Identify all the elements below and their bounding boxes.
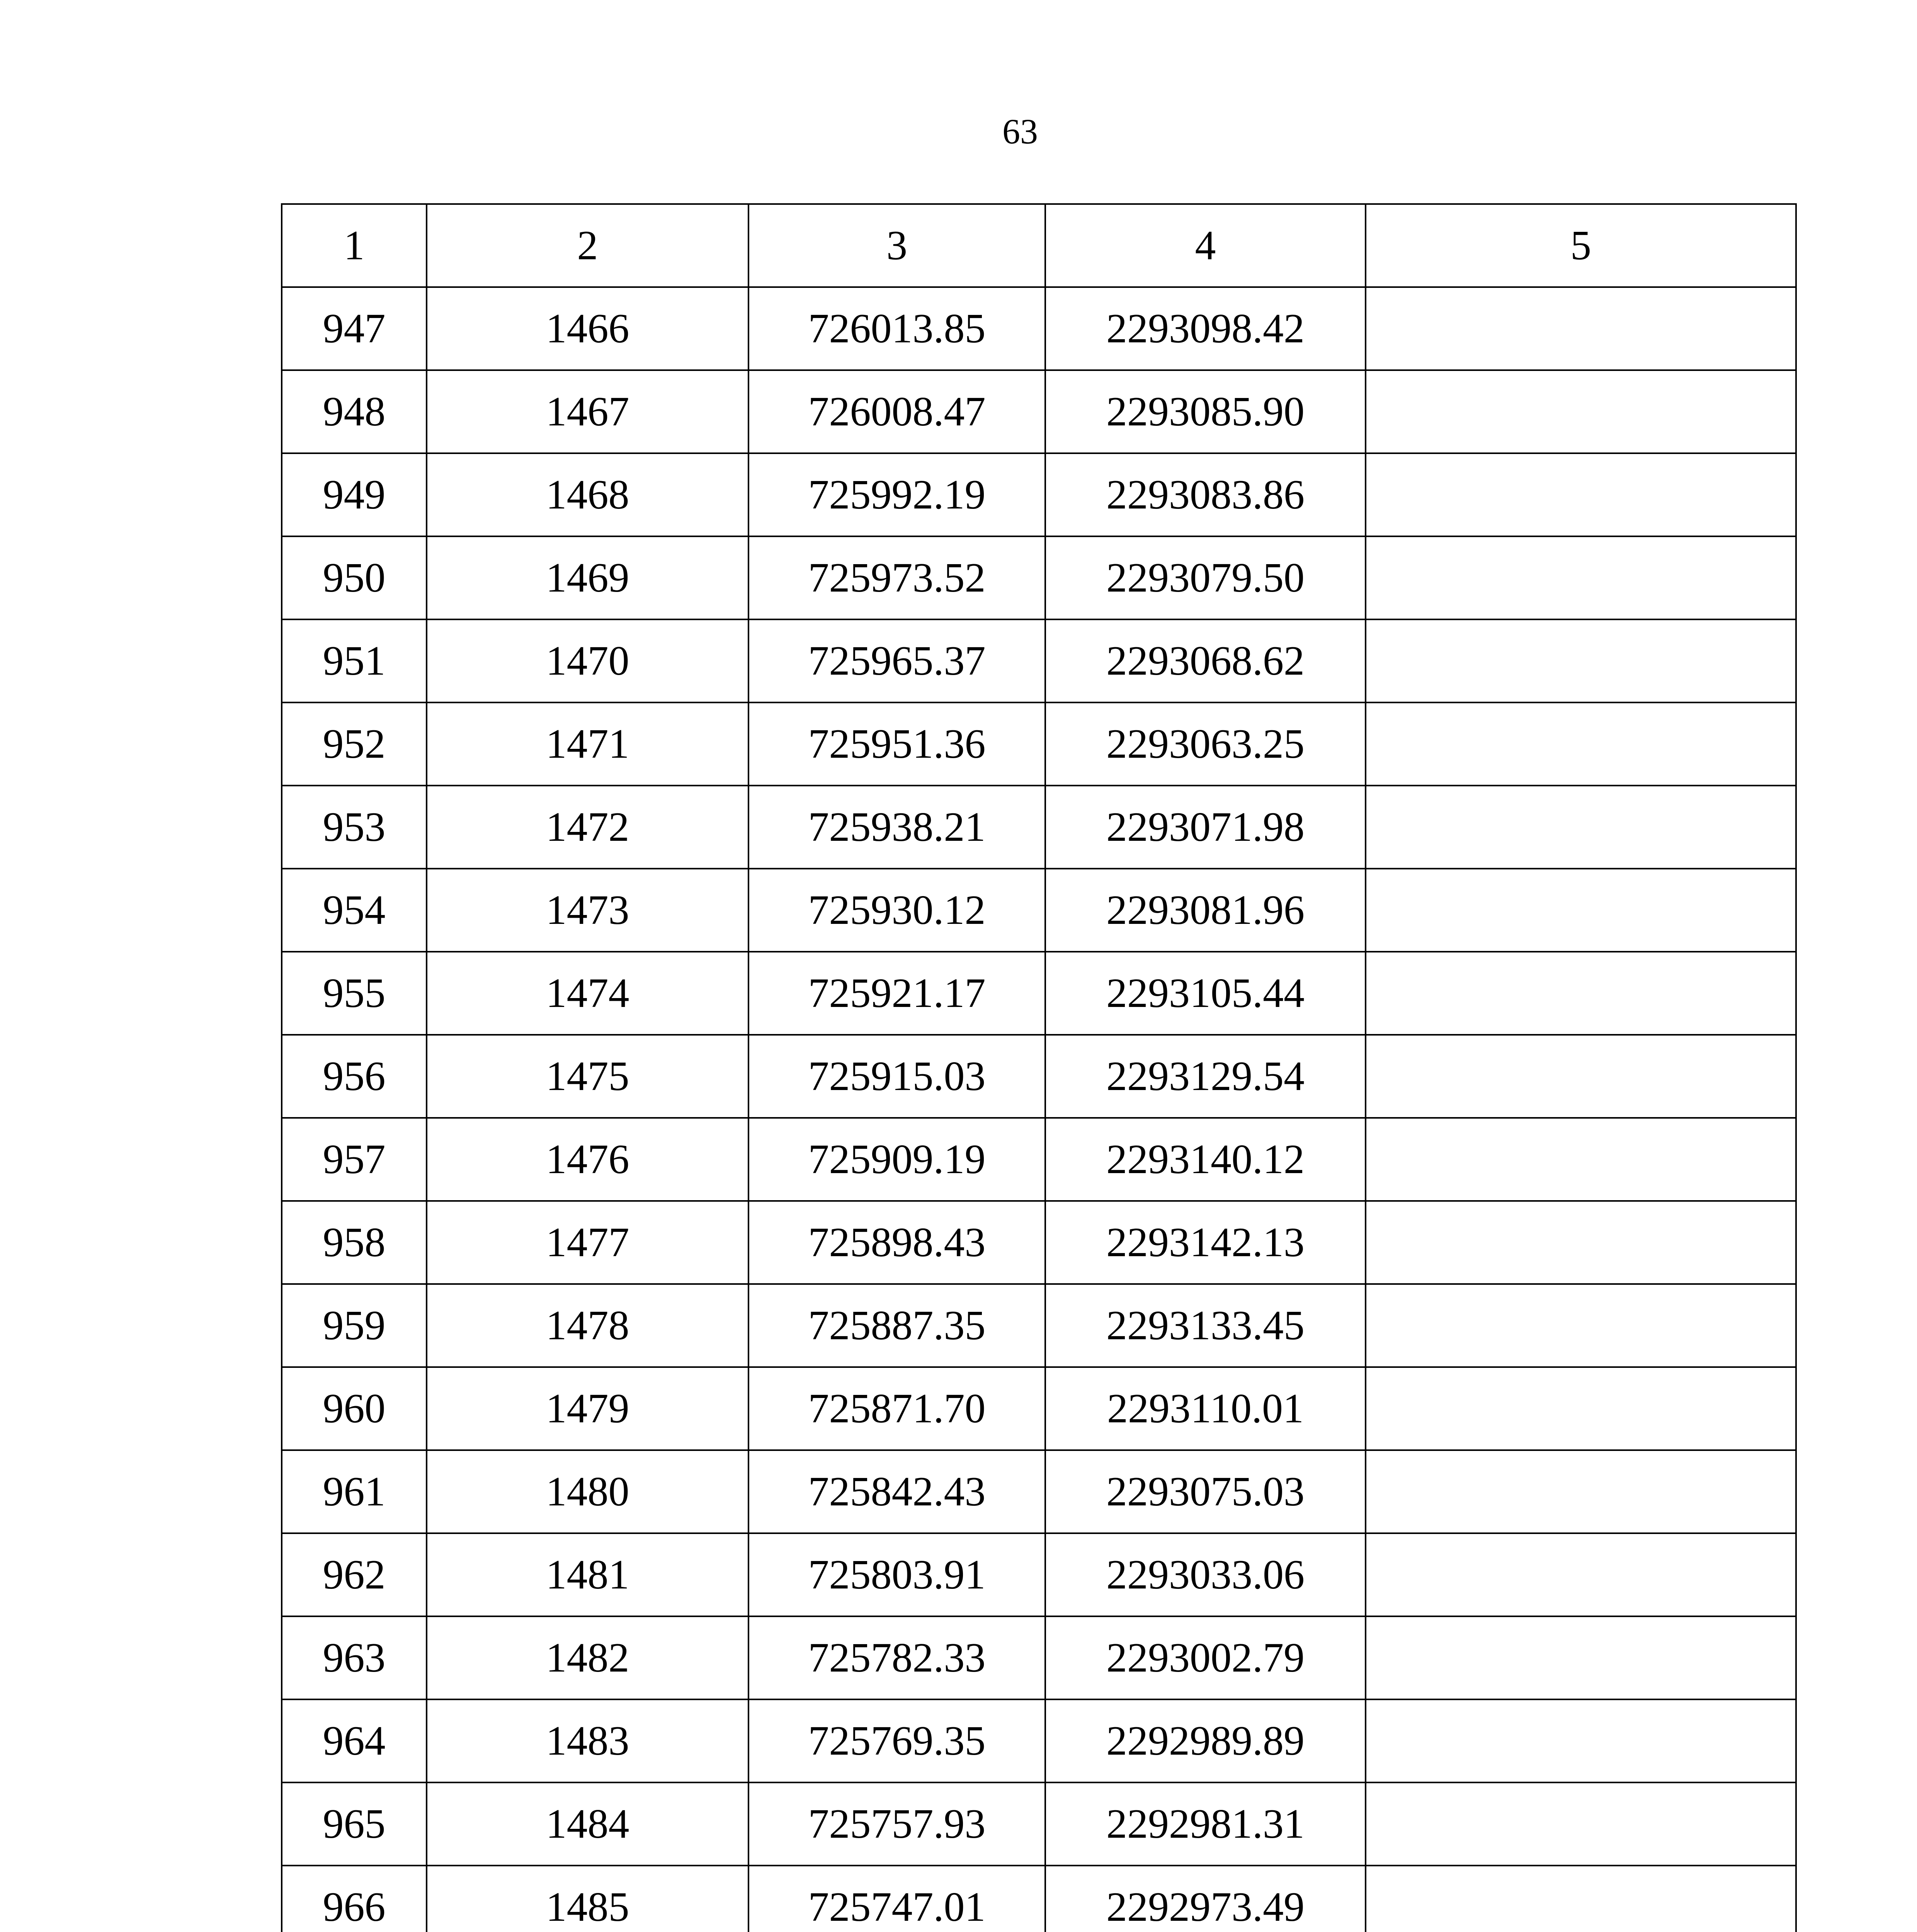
table-row <box>282 453 1796 536</box>
table-row <box>282 1616 1796 1699</box>
table-cell: 956 <box>282 1035 427 1118</box>
header-cell: 1 <box>282 204 427 287</box>
table-cell <box>1366 786 1796 869</box>
table-cell <box>1366 370 1796 453</box>
table-cell: 953 <box>282 786 427 869</box>
table-row <box>282 1533 1796 1616</box>
table-cell: 725909.19 <box>748 1118 1045 1201</box>
table-cell: 2292973.49 <box>1045 1866 1366 1932</box>
table-body <box>282 204 1796 1932</box>
table-cell: 1481 <box>427 1533 748 1616</box>
table-cell: 947 <box>282 287 427 370</box>
table-cell <box>1366 1699 1796 1782</box>
table-cell: 1471 <box>427 702 748 786</box>
table-cell: 952 <box>282 702 427 786</box>
table-cell: 725803.91 <box>748 1533 1045 1616</box>
table-cell: 725921.17 <box>748 952 1045 1035</box>
table-cell: 1477 <box>427 1201 748 1284</box>
table-cell <box>1366 869 1796 952</box>
table-cell: 960 <box>282 1367 427 1450</box>
table-row <box>282 1118 1796 1201</box>
header-cell: 5 <box>1366 204 1796 287</box>
table-cell: 725965.37 <box>748 619 1045 702</box>
table-cell: 1466 <box>427 287 748 370</box>
page-number: 63 <box>1002 112 1038 151</box>
table-cell: 2292989.89 <box>1045 1699 1366 1782</box>
table-cell <box>1366 1284 1796 1367</box>
table-cell: 2293142.13 <box>1045 1201 1366 1284</box>
table-cell: 2293063.25 <box>1045 702 1366 786</box>
table-cell: 964 <box>282 1699 427 1782</box>
table-cell <box>1366 702 1796 786</box>
table-cell: 965 <box>282 1782 427 1866</box>
table-cell <box>1366 287 1796 370</box>
table-row <box>282 1866 1796 1932</box>
table-cell: 1472 <box>427 786 748 869</box>
table-row <box>282 370 1796 453</box>
table-cell <box>1366 453 1796 536</box>
header-cell: 4 <box>1045 204 1366 287</box>
table-row <box>282 869 1796 952</box>
table-row <box>282 1450 1796 1533</box>
table-cell: 1475 <box>427 1035 748 1118</box>
table-cell: 2293129.54 <box>1045 1035 1366 1118</box>
table-cell <box>1366 1450 1796 1533</box>
table-cell <box>1366 619 1796 702</box>
table-cell: 2293085.90 <box>1045 370 1366 453</box>
table-cell: 1470 <box>427 619 748 702</box>
table-cell: 1483 <box>427 1699 748 1782</box>
table-cell <box>1366 952 1796 1035</box>
table-cell: 951 <box>282 619 427 702</box>
table-cell: 1473 <box>427 869 748 952</box>
table-cell: 954 <box>282 869 427 952</box>
table-cell: 726008.47 <box>748 370 1045 453</box>
table-cell: 725951.36 <box>748 702 1045 786</box>
table-cell: 1467 <box>427 370 748 453</box>
table-cell: 1476 <box>427 1118 748 1201</box>
table-cell <box>1366 1118 1796 1201</box>
table-cell: 958 <box>282 1201 427 1284</box>
table-cell: 725747.01 <box>748 1866 1045 1932</box>
table-cell: 957 <box>282 1118 427 1201</box>
table-cell: 963 <box>282 1616 427 1699</box>
table-cell: 725898.43 <box>748 1201 1045 1284</box>
table-cell: 2293098.42 <box>1045 287 1366 370</box>
table-row <box>282 1699 1796 1782</box>
table-row <box>282 1367 1796 1450</box>
table-cell: 949 <box>282 453 427 536</box>
table-cell <box>1366 1866 1796 1932</box>
header-cell: 2 <box>427 204 748 287</box>
table-cell: 725871.70 <box>748 1367 1045 1450</box>
table-cell: 950 <box>282 536 427 619</box>
table-cell: 959 <box>282 1284 427 1367</box>
table-cell: 1479 <box>427 1367 748 1450</box>
table-cell: 725782.33 <box>748 1616 1045 1699</box>
table-cell: 725842.43 <box>748 1450 1045 1533</box>
table-cell: 2293033.06 <box>1045 1533 1366 1616</box>
table-cell <box>1366 1035 1796 1118</box>
table-cell: 725930.12 <box>748 869 1045 952</box>
table-cell: 2293075.03 <box>1045 1450 1366 1533</box>
table-row <box>282 536 1796 619</box>
table-cell: 2293071.98 <box>1045 786 1366 869</box>
table-header-row <box>282 204 1796 287</box>
table-cell <box>1366 536 1796 619</box>
table-row <box>282 786 1796 869</box>
table-cell: 1478 <box>427 1284 748 1367</box>
table-row <box>282 952 1796 1035</box>
table-cell: 725973.52 <box>748 536 1045 619</box>
table-cell <box>1366 1616 1796 1699</box>
table-cell: 948 <box>282 370 427 453</box>
table-cell: 2293083.86 <box>1045 453 1366 536</box>
table-cell: 2293105.44 <box>1045 952 1366 1035</box>
table-row <box>282 1201 1796 1284</box>
table-row <box>282 1782 1796 1866</box>
table-cell: 725938.21 <box>748 786 1045 869</box>
table-cell <box>1366 1782 1796 1866</box>
table-cell <box>1366 1201 1796 1284</box>
table-cell: 955 <box>282 952 427 1035</box>
table-cell: 2293002.79 <box>1045 1616 1366 1699</box>
table-cell: 725887.35 <box>748 1284 1045 1367</box>
table-row <box>282 702 1796 786</box>
table-cell: 725769.35 <box>748 1699 1045 1782</box>
table-cell: 1468 <box>427 453 748 536</box>
header-cell: 3 <box>748 204 1045 287</box>
table-cell: 1469 <box>427 536 748 619</box>
table-cell: 725757.93 <box>748 1782 1045 1866</box>
table-cell: 726013.85 <box>748 287 1045 370</box>
table-cell <box>1366 1533 1796 1616</box>
table-cell: 2293110.01 <box>1045 1367 1366 1450</box>
table-cell: 725915.03 <box>748 1035 1045 1118</box>
table-cell: 966 <box>282 1866 427 1932</box>
coordinates-table <box>281 203 1797 1932</box>
table-cell: 2292981.31 <box>1045 1782 1366 1866</box>
table-cell: 2293133.45 <box>1045 1284 1366 1367</box>
table-row <box>282 619 1796 702</box>
table-cell: 1480 <box>427 1450 748 1533</box>
table-cell <box>1366 1367 1796 1450</box>
table-cell: 1484 <box>427 1782 748 1866</box>
table-cell: 2293140.12 <box>1045 1118 1366 1201</box>
table-cell: 2293081.96 <box>1045 869 1366 952</box>
table-cell: 1485 <box>427 1866 748 1932</box>
table-cell: 1482 <box>427 1616 748 1699</box>
table-cell: 962 <box>282 1533 427 1616</box>
table-row <box>282 1035 1796 1118</box>
table-cell: 725992.19 <box>748 453 1045 536</box>
table-row <box>282 1284 1796 1367</box>
table-cell: 1474 <box>427 952 748 1035</box>
table-cell: 2293068.62 <box>1045 619 1366 702</box>
table-cell: 2293079.50 <box>1045 536 1366 619</box>
table-cell: 961 <box>282 1450 427 1533</box>
table-row <box>282 287 1796 370</box>
